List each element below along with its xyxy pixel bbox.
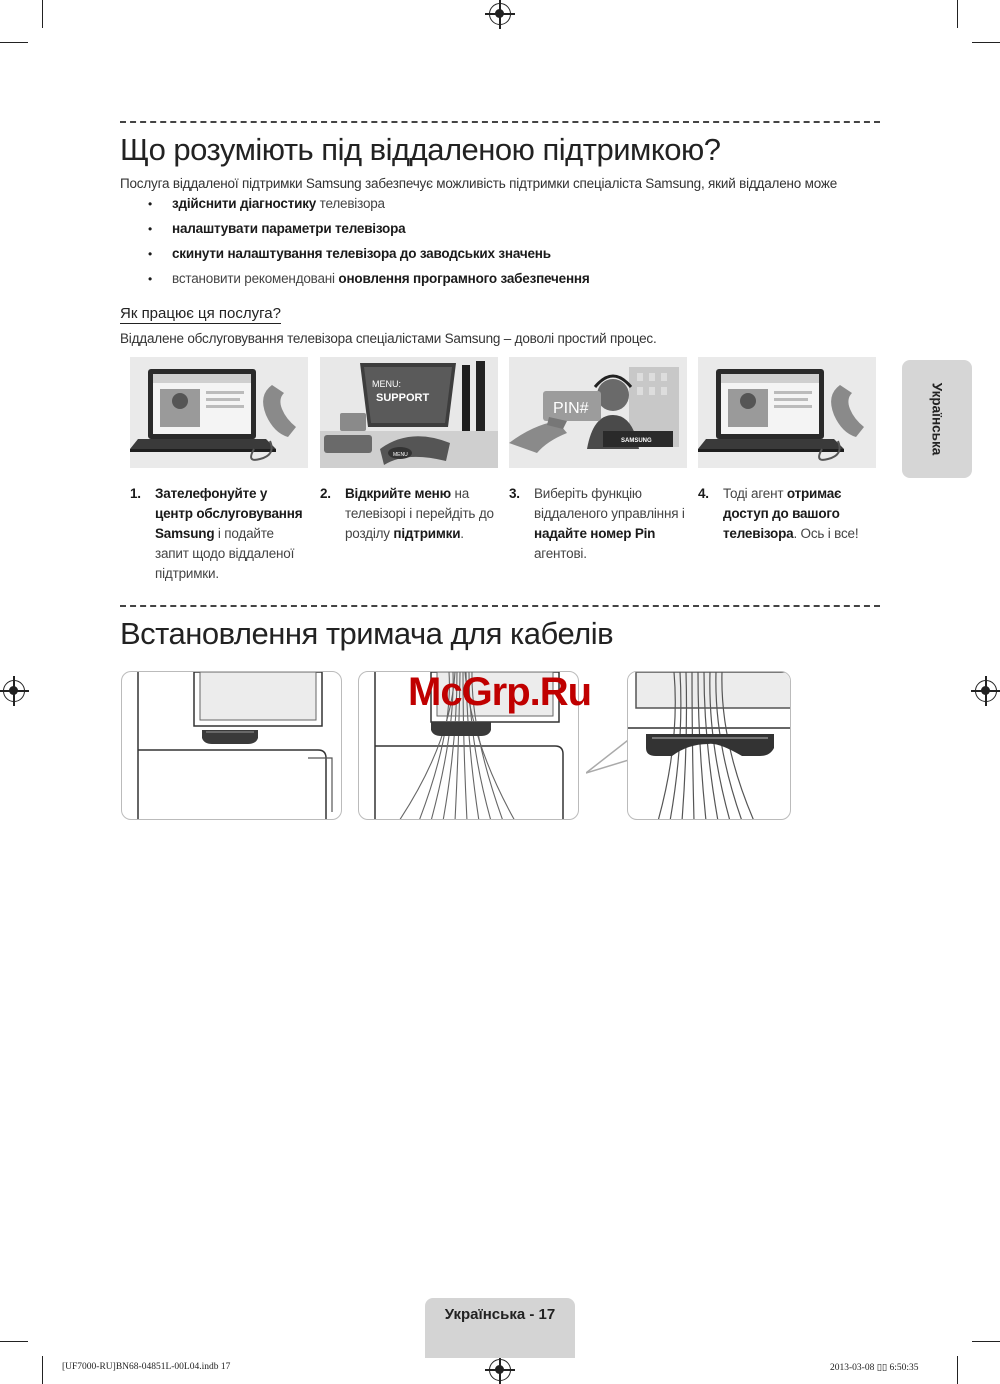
list-item: • встановити рекомендовані оновлення програмного забезпечення: [148, 269, 590, 294]
bullet-icon: •: [148, 247, 153, 261]
feature-list: [148, 194, 590, 294]
bullet-icon: •: [148, 272, 153, 286]
how-it-works-heading: Як працює ця послуга?: [120, 305, 281, 322]
registration-mark-icon: [489, 3, 511, 25]
crop-mark: [972, 1341, 1000, 1342]
list-item: • здійснити діагностику телевізора: [148, 194, 590, 219]
crop-mark: [0, 1341, 28, 1342]
crop-mark: [957, 0, 958, 28]
crop-mark: [42, 0, 43, 28]
crop-mark: [42, 1356, 43, 1384]
step-1: 1. Зателефонуйте у центр обслуговування Samsung і подайте запит щодо віддаленої підтримки.: [130, 486, 303, 581]
menu-label: MENU:: [372, 379, 401, 389]
bullet-icon: •: [148, 197, 153, 211]
diagram-holder-closeup: [627, 671, 791, 820]
section-title-cable-holder: Встановлення тримача для кабелів: [120, 616, 614, 651]
remote-label: MENU: [393, 452, 408, 458]
language-side-tab: Українська: [902, 360, 972, 478]
page-number-tab: Українська - 17: [425, 1298, 575, 1358]
section-divider: [120, 605, 880, 607]
diagram-holder-attached: [121, 671, 342, 820]
footer-timestamp: 2013-03-08 ▯▯ 6:50:35: [830, 1363, 919, 1373]
section-title-remote-support: Що розуміють під віддаленою підтримкою?: [120, 132, 721, 167]
registration-mark-icon: [489, 1359, 511, 1381]
photo-laptop-phone-access: [698, 357, 876, 468]
crop-mark: [0, 42, 28, 43]
samsung-label: SAMSUNG: [621, 438, 652, 444]
list-item: • скинути налаштування телевізора до заводських значень: [148, 244, 590, 269]
photo-laptop-phone: [130, 357, 308, 468]
step-4: 4. Тоді агент отримає доступ до вашого телевізора. Ось і все!: [698, 486, 859, 541]
section-divider: [120, 121, 880, 123]
intro-text: Послуга віддаленої підтримки Samsung забезпечує можливість підтримки спеціаліста Samsung, який віддалено може: [120, 176, 838, 191]
registration-mark-icon: [3, 680, 25, 702]
support-label: SUPPORT: [376, 392, 430, 404]
step-3: 3. Виберіть функцію віддаленого управління і надайте номер Pin агентові.: [509, 486, 685, 561]
bullet-icon: •: [148, 222, 153, 236]
list-item: • налаштувати параметри телевізора: [148, 219, 590, 244]
photo-tv-menu-support: [320, 357, 498, 468]
footer-file-info: [UF7000-RU]BN68-04851L-00L04.indb 17: [62, 1362, 231, 1372]
registration-mark-icon: [975, 680, 997, 702]
step-2: 2. Відкрийте меню на телевізорі і перейдіть до розділу підтримки.: [320, 486, 494, 541]
photo-agent-pin: [509, 357, 687, 468]
how-it-works-text: Віддалене обслуговування телевізора спеціалістами Samsung – доволі простий процес.: [120, 331, 657, 346]
pin-label: PIN#: [553, 400, 589, 417]
watermark-text: McGrp.Ru: [408, 670, 592, 714]
crop-mark: [957, 1356, 958, 1384]
crop-mark: [972, 42, 1000, 43]
